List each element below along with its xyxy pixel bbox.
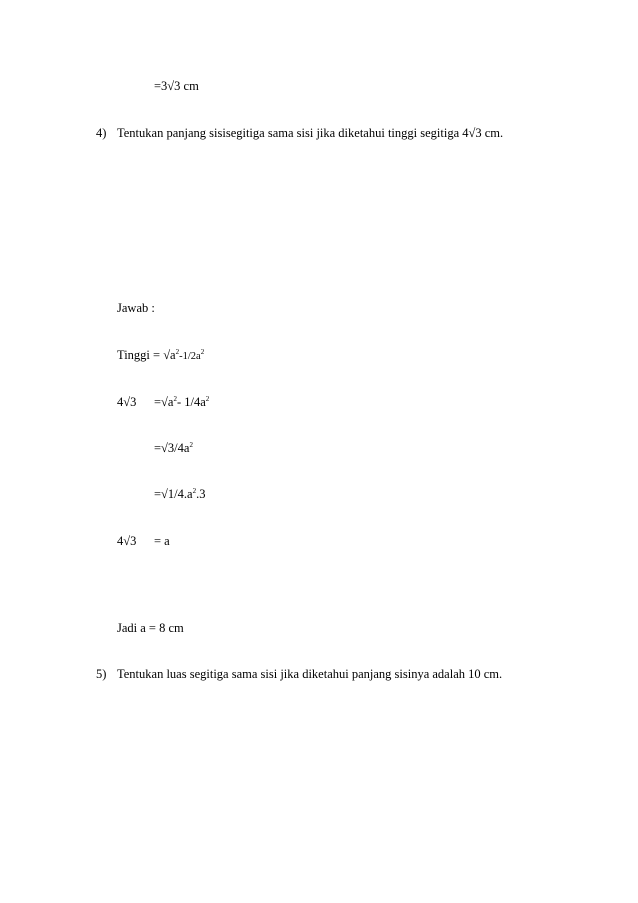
- question-5-number: 5): [96, 667, 107, 681]
- equation-step-4-rhs: = a: [154, 534, 170, 548]
- question-4-number: 4): [96, 126, 107, 140]
- answer-label: Jawab :: [117, 301, 155, 315]
- eq2-exponent-1: 2: [173, 395, 177, 403]
- equation-step-2: [154, 442, 193, 455]
- conclusion-line: Jadi a = 8 cm: [117, 621, 184, 635]
- eq3-text: =√3/4a: [154, 441, 190, 455]
- eq2-rhs-a: =√a: [154, 395, 174, 409]
- eq1-prefix: Tinggi = √a: [117, 348, 176, 362]
- eq1-exponent-2: 2: [200, 348, 205, 356]
- eq4-text-b: .3: [196, 487, 206, 501]
- eq2-exponent-2: 2: [205, 395, 210, 403]
- equation-step-3: [154, 488, 205, 501]
- equation-step-1-lhs: 4√3: [117, 395, 137, 409]
- equation-step-4-lhs: 4√3: [117, 534, 137, 548]
- question-5-text: Tentukan luas segitiga sama sisi jika diketahui panjang sisinya adalah 10 cm.: [117, 667, 503, 681]
- eq2-rhs-b: - 1/4a: [176, 395, 206, 409]
- eq4-exponent: 2: [192, 487, 197, 495]
- eq1-mid: -1/2a: [179, 351, 201, 362]
- eq4-text-a: =√1/4.a: [154, 487, 193, 501]
- equation-step-1-rhs: [154, 396, 209, 409]
- eq3-exponent: 2: [189, 441, 193, 449]
- eq1-exponent-1: 2: [175, 348, 180, 356]
- equation-height-formula: [117, 349, 204, 363]
- question-4-text: Tentukan panjang sisisegitiga sama sisi jika diketahui tinggi segitiga 4√3 cm.: [117, 126, 504, 140]
- previous-result-line: =3√3 cm: [154, 79, 199, 93]
